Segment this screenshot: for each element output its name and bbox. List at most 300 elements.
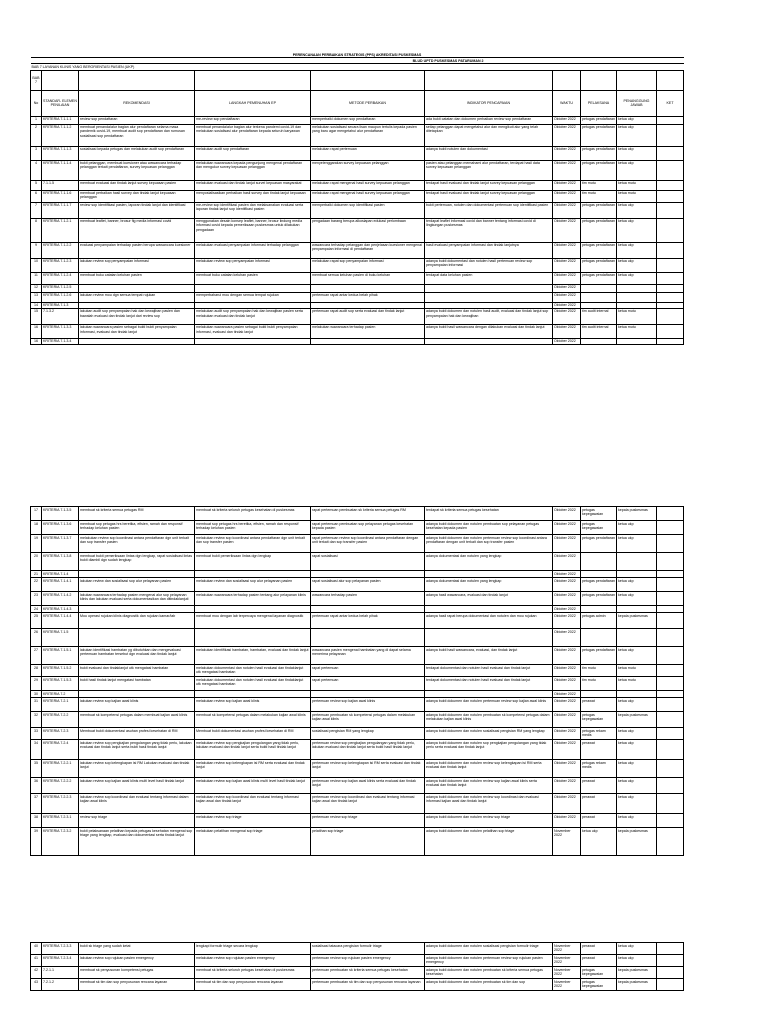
table-row (31, 218, 684, 242)
cell-pelaksana: petugas kepegawaian (581, 979, 617, 991)
cell-waktu: November 2022 (553, 967, 581, 979)
cell-pj: ketua mutu (617, 677, 657, 691)
cell-pelaksana: petugas pendaftaran (581, 578, 617, 592)
cell-ket (657, 284, 684, 292)
cell-no: 33 (31, 728, 42, 740)
cell-no: 14 (31, 302, 42, 308)
cell-indikator: adanya bukti dokumen dan notulen pertemuan review sop koordinasi antara pendaftaran dengan unit terkait dan sop transfer pasien (425, 535, 553, 553)
cell-rekomendasi: lakukan audit sop penyampaian hak dan kewajiban pasien dan bawalah evaluasi dan tindak lanjut dari review sop (79, 308, 195, 324)
cell-standar: KRITERIA 7.1.4.2 (42, 592, 79, 606)
cell-standar: 7.2.1.2 (42, 979, 79, 991)
cell-ket (657, 814, 684, 828)
cell-langkah (195, 284, 311, 292)
cell-metode: melakukan wawancara terhadap pasien (311, 324, 425, 338)
cell-waktu: Oktober 2022 (553, 712, 581, 728)
table-row (31, 677, 684, 691)
cell-standar: 7.1.1.5 (42, 180, 79, 190)
cell-indikator: terdapat leaflet informasi covid dan banner tentang informasi covid di lingkungan puskesmas (425, 218, 553, 242)
cell-waktu: Oktober 2022 (553, 794, 581, 814)
table-row (31, 571, 684, 578)
cell-rekomendasi: membuat sk tim dan sop penyusunan rencana layanan (79, 979, 195, 991)
cell-rekomendasi: membuat sk penyusunan kompetensi petugas (79, 967, 195, 979)
cell-pj: ketua ukp (617, 272, 657, 284)
cell-standar: KRITERIA 7.1.5.3 (42, 677, 79, 691)
cell-pelaksana: petugas admin (581, 613, 617, 629)
pps-table-1 (30, 52, 684, 345)
table-row (31, 979, 684, 991)
table-row (31, 629, 684, 647)
cell-metode: sosialisasi pengisian RM yang lengkap (311, 728, 425, 740)
cell-rekomendasi: review sop triage (79, 814, 195, 828)
table-row (31, 284, 684, 292)
section-banner: BAB 7 LAYANAN KLINIS YANG BERORIENTASI PASIEN (UKP) (31, 64, 684, 70)
cell-indikator: terdapat hasil evaluasi dan tindak lanjut survey kepuasan pelanggan (425, 180, 553, 190)
cell-langkah: melakukan evaluasi dan tindak lanjut survei kepuasan masyarakat (195, 180, 311, 190)
cell-ket (657, 535, 684, 553)
cell-pelaksana: petugas kepegawaian (581, 967, 617, 979)
cell-standar: KRITERIA 7.1.1.2 (42, 124, 79, 146)
cell-no: 42 (31, 967, 42, 979)
col-pelaksana: PELAKSANA (581, 90, 617, 116)
cell-ket (657, 272, 684, 284)
table-row (31, 180, 684, 190)
cell-metode: memperbaiki dokumen sop pendaftaran (311, 116, 425, 124)
cell-pj (617, 629, 657, 647)
cell-ket (657, 146, 684, 160)
cell-waktu: Oktober 2022 (553, 578, 581, 592)
cell-pelaksana (581, 284, 617, 292)
cell-rekomendasi: sosialisasi kepada petugas dan melakukan audit sop pendaftaran (79, 146, 195, 160)
cell-metode: pelatihan sop triage (311, 828, 425, 856)
cell-metode (311, 691, 425, 698)
document-subtitle: BLUD UPTD PUSKESMAS PATARUMAN 2 (31, 58, 684, 64)
cell-pelaksana (581, 292, 617, 302)
cell-pj: ketua ukp (617, 794, 657, 814)
cell-no: 39 (31, 828, 42, 856)
table-row (31, 202, 684, 218)
cell-rekomendasi: Membuat bukti dokumentasi asuhan profesi kesehatan di RM (79, 728, 195, 740)
cell-langkah: melakukan audit sop penyampaian hak dan kewajiban pasien serta melakukan evaluasi dan tindak lanjut (195, 308, 311, 324)
cell-indikator: adanya dokumentasi dan notulen yang lengkap (425, 578, 553, 592)
cell-pelaksana: petugas pendaftaran (581, 116, 617, 124)
table-row (31, 190, 684, 202)
cell-pelaksana: perawat (581, 778, 617, 794)
cell-indikator: terdapat sk kriteria semua petugas kesehatan (425, 507, 553, 521)
cell-pelaksana: perawat (581, 943, 617, 955)
cell-rekomendasi: membuat sk kriteria semua petugas RM (79, 507, 195, 521)
cell-metode (311, 629, 425, 647)
cell-standar: KRITERIA 7.1.4 (42, 571, 79, 578)
cell-rekomendasi: lakukan review mou dgn semua tempat rujukan (79, 292, 195, 302)
cell-waktu: Oktober 2022 (553, 665, 581, 677)
table-row (31, 308, 684, 324)
cell-langkah: melakukan review sop rujukan pasien emergency (195, 955, 311, 967)
cell-langkah: membuat penanda/alur bagian alur terkena pandemi covid-19 dan melakukan sosialisasi alur pendaftaran kepada seluruh karyawan (195, 124, 311, 146)
cell-rekomendasi: lakukan wawancara pasien sebagai bukti bukti penyampaian informasi, evaluasi dan tindak lanjut (79, 324, 195, 338)
cell-standar: KRITERIA 7.1.2.6 (42, 292, 79, 302)
table-row (31, 794, 684, 814)
cell-metode: pertemuan review sop pengkajian pengulangan yang tidak perlu, lakukan evaluasi dan tindak lanjut serta bukti hasil tindak lanjut (311, 740, 425, 760)
cell-ket (657, 712, 684, 728)
cell-ket (657, 760, 684, 778)
cell-indikator (425, 571, 553, 578)
cell-pj: ketua mutu (617, 308, 657, 324)
cell-metode: memperbaiki dokumen sop identifikasi pasien (311, 202, 425, 218)
cell-pj: ketua ukp (617, 943, 657, 955)
cell-langkah: membuat sop petugas hrs beretika, efisien, ramah dan responsif terhadap keluhan pasien (195, 521, 311, 535)
table-row (31, 272, 684, 284)
cell-pelaksana: petugas kepegawaian (581, 712, 617, 728)
cell-ket (657, 190, 684, 202)
cell-langkah: melakukan review sop koordinasi dan evaluasi tentang informasi kajian awal dan tindak lanjut (195, 794, 311, 814)
cell-waktu: Oktober 2022 (553, 677, 581, 691)
cell-langkah: melakukan review sop kajian awal klinis (195, 698, 311, 712)
cell-metode: sosialisasi tatacara pengisian formulir triage (311, 943, 425, 955)
cell-no: 34 (31, 740, 42, 760)
cell-rekomendasi: review sop pendaftaran (79, 116, 195, 124)
cell-metode: rapat pertemuan review sop koordinasi antara pendaftaran dengan unit terkait dan sop transfer pasien (311, 535, 425, 553)
cell-no: 36 (31, 778, 42, 794)
cell-ket (657, 698, 684, 712)
cell-metode: pertemuan pembuatan sk kriteria semua petugas kesehatan (311, 967, 425, 979)
table-row (31, 778, 684, 794)
cell-waktu: Oktober 2022 (553, 324, 581, 338)
cell-no: 41 (31, 955, 42, 967)
cell-rekomendasi: lakukan review sop rujukan pasien emergency (79, 955, 195, 967)
col-ket: KET (657, 90, 684, 116)
cell-langkah: me-review sop identifikasi pasien dan melaksanakan evaluasi serta laporan tindak lanjut sop identifikasi pasien (195, 202, 311, 218)
cell-pelaksana: tim audit internal (581, 324, 617, 338)
table-row (31, 691, 684, 698)
cell-metode: pertemuan review sop kajian awal klinis (311, 698, 425, 712)
cell-indikator: bukti pertemuan, notulen dan dokumentasi pertemuan sop identifikasi pasien (425, 202, 553, 218)
cell-standar: KRITERIA 7.1.2.3 (42, 258, 79, 272)
table-part-1 (30, 52, 683, 345)
column-header-row (31, 90, 684, 116)
cell-pj: ketua mutu (617, 665, 657, 677)
cell-rekomendasi: lakukan review dan sosialisasi sop alur pelayanan pasien (79, 578, 195, 592)
cell-ket (657, 647, 684, 665)
cell-standar: KRITERIA 7.2.2.3 (42, 794, 79, 814)
cell-no: 7 (31, 202, 42, 218)
cell-indikator: adanya hasil wawancara, evaluasi dan tindak lanjut (425, 592, 553, 606)
cell-pelaksana: petugas pendaftaran (581, 160, 617, 180)
pps-table-3 (30, 942, 684, 991)
cell-metode: rapat pertemuan (311, 677, 425, 691)
cell-ket (657, 578, 684, 592)
cell-pelaksana: petugas kepegawaian (581, 521, 617, 535)
cell-langkah: melakukan audit sop pendaftaran (195, 146, 311, 160)
cell-no: 6 (31, 190, 42, 202)
cell-pj: kepala puskesmas (617, 979, 657, 991)
cell-waktu: November 2022 (553, 955, 581, 967)
table-row (31, 967, 684, 979)
cell-pelaksana: petugas pendaftaran (581, 218, 617, 242)
cell-waktu: November 2022 (553, 828, 581, 856)
cell-langkah: melakukan review dan sosialisasi sop alur pelayanan pasien (195, 578, 311, 592)
cell-waktu: Oktober 2022 (553, 521, 581, 535)
cell-waktu: Oktober 2022 (553, 308, 581, 324)
cell-langkah (195, 691, 311, 698)
cell-metode: membuat semua keluhan pasien di buku keluhan (311, 272, 425, 284)
cell-indikator: adanya bukti dokumen dan notulen pertemuan review sop rujukan pasien emergency (425, 955, 553, 967)
cell-ket (657, 308, 684, 324)
table-row (31, 760, 684, 778)
cell-rekomendasi: bukti pelaksanaan pelatihan kepada petugas kesehatan mengenai sop triage yang lengkap, evaluasi dan dokumentasi serta tindak lanjut (79, 828, 195, 856)
cell-indikator (425, 338, 553, 344)
cell-waktu: Oktober 2022 (553, 592, 581, 606)
cell-langkah: melakukan dokumentasi dan notulen hasil evaluasi dan tindaklanjut utk mengatasi hambatan (195, 677, 311, 691)
cell-pelaksana: petugas pendaftaran (581, 124, 617, 146)
cell-no: 30 (31, 691, 42, 698)
table-row (31, 647, 684, 665)
cell-indikator (425, 629, 553, 647)
cell-standar: KRITERIA 7.1.5 (42, 629, 79, 647)
cell-standar: KRITERIA 7.1.2.1 (42, 218, 79, 242)
cell-rekomendasi: Mou operasi rujukan klinis diagnostik dan rujukan kamar/lab (79, 613, 195, 629)
cell-waktu: Oktober 2022 (553, 553, 581, 571)
cell-standar: KRITERIA 7.2.4 (42, 740, 79, 760)
cell-no: 18 (31, 521, 42, 535)
cell-langkah: Membuat bukti dokumentasi asuhan profesi kesehatan di RM (195, 728, 311, 740)
cell-ket (657, 116, 684, 124)
cell-metode: pertemuan rapat audit sop serta evaluasi dan tindak lanjut (311, 308, 425, 324)
cell-metode (311, 284, 425, 292)
cell-pelaksana: petugas pendaftaran (581, 535, 617, 553)
cell-metode: melakukan rapat mengenai hasil survey kepuasan pelanggan (311, 180, 425, 190)
table-row (31, 943, 684, 955)
cell-langkah: me-review sop pendaftaran (195, 116, 311, 124)
table-row (31, 535, 684, 553)
cell-pelaksana: petugas pendaftaran (581, 592, 617, 606)
table-row (31, 553, 684, 571)
cell-pj: ketua ukp (617, 740, 657, 760)
cell-no: 32 (31, 712, 42, 728)
cell-pj: ketua ukp (617, 698, 657, 712)
col-rekomendasi: REKOMENDASI (79, 90, 195, 116)
cell-no: 38 (31, 814, 42, 828)
cell-no: 40 (31, 943, 42, 955)
cell-metode: pertemuan review sop koordinasi dan evaluasi tentang informasi kajian awal dan tindak lanjut (311, 794, 425, 814)
table-row (31, 521, 684, 535)
cell-indikator: adanya bukti dokumen dan notulen review sop koordinasi dan evaluasi informasi kajian awal dan tindak lanjut (425, 794, 553, 814)
cell-waktu: Oktober 2022 (553, 272, 581, 284)
cell-indikator: adanya bukti dokumen dan notulen pembuatan sop pelayanan petugas kesehatan kepada pasien (425, 521, 553, 535)
cell-rekomendasi: lakukan review sop kajian awal klinis multi level hasil tindak lanjut (79, 778, 195, 794)
cell-langkah: membuat bukti pemeriksaan lintas dgn lengkap (195, 553, 311, 571)
cell-ket (657, 507, 684, 521)
cell-pj: kepala puskesmas (617, 967, 657, 979)
cell-waktu: Oktober 2022 (553, 242, 581, 258)
table-row (31, 242, 684, 258)
col-waktu: WAKTU (553, 90, 581, 116)
cell-langkah: melakukan identifikasi hambatan, hambatan, evaluasi dan tindak lanjut (195, 647, 311, 665)
cell-ket (657, 967, 684, 979)
table-row (31, 728, 684, 740)
col-indikator: INDIKATOR PENCAPAIAN (425, 90, 553, 116)
cell-langkah: melakukan wawancara pasien sebagai bukti bukti penyampaian informasi, evaluasi dan tindak lanjut (195, 324, 311, 338)
cell-standar: KRITERIA 7.1.3.6 (42, 521, 79, 535)
cell-no: 2 (31, 124, 42, 146)
cell-rekomendasi (79, 606, 195, 613)
cell-waktu: Oktober 2022 (553, 571, 581, 578)
cell-pelaksana: tim audit internal (581, 308, 617, 324)
bab-label: BAB 7 (31, 70, 42, 90)
cell-no: 9 (31, 242, 42, 258)
cell-pelaksana: tim mutu (581, 190, 617, 202)
cell-no: 31 (31, 698, 42, 712)
cell-metode: pertemuan rapat antar kedua belah pihak (311, 613, 425, 629)
cell-standar: KRITERIA 7.2.2.1 (42, 760, 79, 778)
cell-no: 35 (31, 760, 42, 778)
col-metode: METODE PERBAIKAN (311, 90, 425, 116)
cell-langkah (195, 338, 311, 344)
cell-indikator: adanya bukti dokumen dan notulen sosialisasi pengisian RM yang lengkap (425, 728, 553, 740)
cell-indikator: adanya bukti dokumen dan notulen sosialisasi pengisian formulir triage (425, 943, 553, 955)
cell-waktu: Oktober 2022 (553, 728, 581, 740)
cell-ket (657, 202, 684, 218)
table-row (31, 160, 684, 180)
table-row (31, 124, 684, 146)
cell-langkah: menggunakan desain konsep leaflet, banner, brosur lindung media informasi covid kepada pemeriksaan puskesmas untuk dilakukan pengadaan (195, 218, 311, 242)
cell-waktu: Oktober 2022 (553, 778, 581, 794)
cell-ket (657, 180, 684, 190)
col-standar: STANDAR- ELEMEN PENILAIAN (42, 90, 79, 116)
cell-standar: KRITERIA 7.2.3.4 (42, 955, 79, 967)
cell-waktu: Oktober 2022 (553, 691, 581, 698)
cell-ket (657, 665, 684, 677)
cell-metode: pertemuan review sop triage (311, 814, 425, 828)
cell-no: 11 (31, 272, 42, 284)
table-row (31, 146, 684, 160)
cell-metode: melakukan rapat pertemuan (311, 146, 425, 160)
cell-pj: ketua ukp (617, 521, 657, 535)
cell-rekomendasi: lakukan review sop koordinasi dan evaluasi tentang informasi dalam kajian awal klinis (79, 794, 195, 814)
cell-no: 5 (31, 180, 42, 190)
cell-ket (657, 592, 684, 606)
cell-rekomendasi: membuat bukti pemeriksaan lintas dgn lengkap, rapat sosialisasi lintas bukti diambil dgn sudah lengkap (79, 553, 195, 571)
cell-standar: KRITERIA 7.1.5.1 (42, 647, 79, 665)
cell-langkah: membuat sk tim dan sop penyusunan rencana layanan (195, 979, 311, 991)
cell-ket (657, 691, 684, 698)
table-row (31, 955, 684, 967)
cell-pj: ketua mutu (617, 324, 657, 338)
cell-indikator: adanya bukti dokumen dan notulen pembuatan sk kompetensi petugas dalam melakukan kajian awal klinis (425, 712, 553, 728)
cell-indikator: adanya bukti dokumentasi dan notulen hasil pertemuan review sop penyampaian informasi (425, 258, 553, 272)
cell-standar: KRITERIA 7.2.1 (42, 698, 79, 712)
cell-waktu: Oktober 2022 (553, 160, 581, 180)
cell-langkah: melakukan review sop triage (195, 814, 311, 828)
cell-standar: KRITERIA 7.1.1.1 (42, 116, 79, 124)
cell-no: 23 (31, 592, 42, 606)
cell-waktu: Oktober 2022 (553, 606, 581, 613)
cell-standar: KRITERIA 7.1.3 (42, 302, 79, 308)
cell-waktu: Oktober 2022 (553, 647, 581, 665)
cell-indikator: adanya bukti dokumen dan notulen pembuatan sk tim dan sop (425, 979, 553, 991)
cell-ket (657, 521, 684, 535)
cell-pj: ketua mutu (617, 180, 657, 190)
cell-metode: rapat sosialisasi alur sop pelayanan pasien (311, 578, 425, 592)
cell-pj: ketua ukp (617, 116, 657, 124)
cell-indikator: terdapat hasil evaluasi dan tindak lanjut survey kepuasan pelanggan (425, 190, 553, 202)
cell-ket (657, 794, 684, 814)
table-row (31, 606, 684, 613)
cell-metode (311, 606, 425, 613)
cell-pj: ketua ukp (617, 535, 657, 553)
cell-pj: ketua ukp (617, 955, 657, 967)
cell-pj (617, 571, 657, 578)
cell-rekomendasi: bukti sk triage yang sudah ketat (79, 943, 195, 955)
cell-pj (617, 606, 657, 613)
cell-no: 28 (31, 665, 42, 677)
cell-langkah: membuat sk kompetensi petugas dalam melakukan kajian awal klinis (195, 712, 311, 728)
cell-pj: ketua ukp (617, 814, 657, 828)
cell-ket (657, 571, 684, 578)
table-row (31, 592, 684, 606)
cell-metode: melakukan rapat mengenai hasil survey kepuasan pelanggan (311, 190, 425, 202)
cell-waktu: Oktober 2022 (553, 740, 581, 760)
cell-waktu: November 2022 (553, 979, 581, 991)
cell-standar: KRITERIA 7.2.3.2 (42, 828, 79, 856)
cell-no: 16 (31, 324, 42, 338)
cell-ket (657, 218, 684, 242)
cell-ket (657, 677, 684, 691)
cell-pelaksana: ketua ukp (581, 828, 617, 856)
cell-pelaksana: petugas pendaftaran (581, 272, 617, 284)
cell-pj: ketua ukp (617, 242, 657, 258)
cell-ket (657, 828, 684, 856)
pps-table-2 (30, 506, 684, 856)
cell-langkah: membuat mou dengan lab terpercaya mengenai layanan diagnostik (195, 613, 311, 629)
cell-indikator: adanya bukti dokumen dan notulen hasil audit, evaluasi dan tindak lanjut sop penyampaian hak dan kewajiban (425, 308, 553, 324)
cell-pelaksana: petugas pendaftaran (581, 146, 617, 160)
cell-pj: ketua ukp (617, 728, 657, 740)
cell-pj: ketua ukp (617, 146, 657, 160)
cell-indikator: adanya bukti hasil wawancara dengan dilakukan evaluasi dan tindak lanjut (425, 324, 553, 338)
cell-ket (657, 778, 684, 794)
table-row (31, 613, 684, 629)
cell-standar: KRITERIA 7.1.4.1 (42, 578, 79, 592)
table-row (31, 578, 684, 592)
cell-pj (617, 284, 657, 292)
cell-indikator: adanya bukti dokumen dan notulen pelatihan sop triage (425, 828, 553, 856)
cell-standar: KRITERIA 7.1.3.5 (42, 507, 79, 521)
cell-rekomendasi (79, 571, 195, 578)
cell-rekomendasi: membuat sk kompetensi petugas dalam membuat kajian awal klinis (79, 712, 195, 728)
cell-metode: melakukan sosialisasi secara lisan maupun tertulis kepada pasien yang baru agar mengetahui alur pendaftaran (311, 124, 425, 146)
cell-standar: KRITERIA 7.1.1.4 (42, 160, 79, 180)
cell-waktu: Oktober 2022 (553, 116, 581, 124)
cell-pj: ketua ukp (617, 258, 657, 272)
cell-pelaksana: petugas rekam medis (581, 760, 617, 778)
cell-indikator: hasil evaluasi penyampaian informasi dan tindak lanjutnya (425, 242, 553, 258)
cell-indikator: terdapat dokumentasi dan notulen hasil evaluasi dan tindak lanjut (425, 677, 553, 691)
cell-pj (617, 338, 657, 344)
cell-no: 27 (31, 647, 42, 665)
cell-metode: pertemuan review sop kelengkapan isi RM serta evaluasi dan tindak lanjut (311, 760, 425, 778)
cell-rekomendasi (79, 338, 195, 344)
cell-rekomendasi: membuat perbaikan hasil survey dan tindak lanjut kepuasan pelanggan (79, 190, 195, 202)
cell-metode: rapat pertemuan (311, 665, 425, 677)
cell-standar: KRITERIA 7.1.5.2 (42, 665, 79, 677)
cell-no: 10 (31, 258, 42, 272)
cell-pj: kepala puskesmas (617, 712, 657, 728)
cell-rekomendasi: membuat sop petugas hrs beretika, efisien, ramah dan responsif terhadap keluhan pasien (79, 521, 195, 535)
cell-no: 3 (31, 146, 42, 160)
cell-langkah: membuat sk kriteria seluruh petugas kesehatan di puskesmas (195, 967, 311, 979)
table-row (31, 814, 684, 828)
cell-pelaksana: perawat (581, 740, 617, 760)
